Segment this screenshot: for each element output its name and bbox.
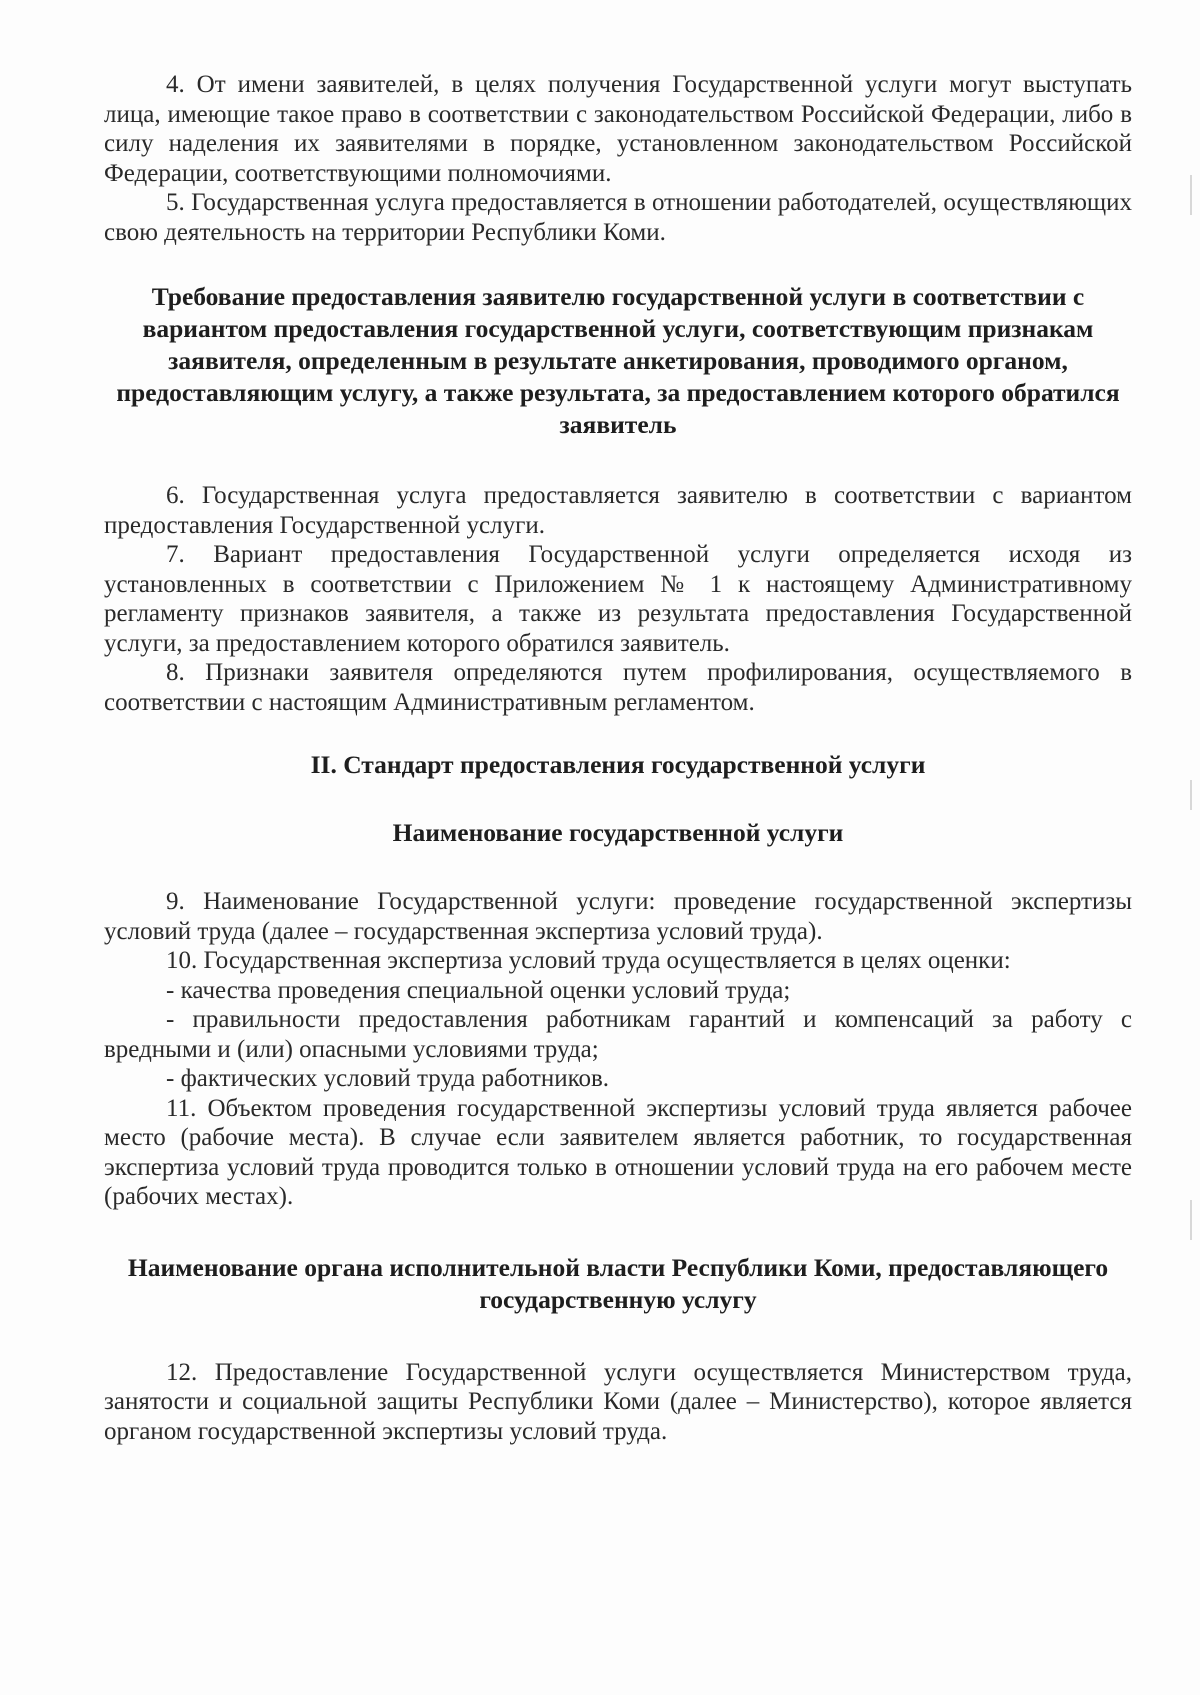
scan-edge-mark — [1190, 1200, 1192, 1240]
chapter-heading-standard: II. Стандарт предоставления государственной услуги — [310, 750, 926, 779]
scan-edge-mark — [1190, 175, 1192, 215]
paragraph-4: 4. От имени заявителей, в целях получения Государственной услуги могут выступать лица, имеющие такое право в соответствии с законодательством Российской Федерации, либо в силу наделения их заявителями в порядке, установленном законодательством Российской Федерации, соответствующими полномочиями. — [104, 71, 1132, 187]
paragraph-8: 8. Признаки заявителя определяются путем профилирования, осуществляемого в соответствии с настоящим Административным регламентом. — [104, 659, 1132, 716]
paragraph-10: 10. Государственная экспертиза условий труда осуществляется в целях оценки: — [166, 947, 1011, 974]
section-heading-requirement: Требование предоставления заявителю государственной услуги в соответствии с вариантом предоставления государственной услуги, соответствующим признакам заявителя, определенным в результате анкетирования, проводимого органом, предоставляющим услугу, а также результата, за предоставлением которого обратился заявитель — [116, 282, 1120, 439]
section-heading-service-name: Наименование государственной услуги — [392, 818, 844, 847]
paragraph-11: 11. Объектом проведения государственной экспертизы условий труда является рабочее место (рабочие места). В случае если заявителем является работник, то государственная экспертиза условий труда проводится только в отношении условий труда на его рабочем месте (рабочих местах). — [104, 1094, 1132, 1210]
list-item: - правильности предоставления работникам гарантий и компенсаций за работу с вредными и (или) опасными условиями труда; — [104, 1006, 1132, 1063]
section-heading-authority: Наименование органа исполнительной власти Республики Коми, предоставляющего государственную услугу — [127, 1252, 1109, 1314]
paragraph-12: 12. Предоставление Государственной услуги осуществляется Министерством труда, занятости и социальной защиты Республики Коми (далее – Министерство), которое является органом государственной экспертизы условий труда. — [104, 1358, 1132, 1445]
document-body — [104, 70, 1132, 1446]
paragraph-7: 7. Вариант предоставления Государственной услуги определяется исходя из установленных в соответствии с Приложением № 1 к настоящему Административному регламенту признаков заявителя, а также из результата предоставления Государственной услуги, за предоставлением которого обратился заявитель. — [104, 541, 1132, 657]
paragraph-9: 9. Наименование Государственной услуги: проведение государственной экспертизы условий труда (далее – государственная экспертиза условий труда). — [104, 888, 1132, 945]
paragraph-5: 5. Государственная услуга предоставляется в отношении работодателей, осуществляющих свою деятельность на территории Республики Коми. — [104, 189, 1132, 246]
list-item: - фактических условий труда работников. — [166, 1065, 610, 1092]
paragraph-6: 6. Государственная услуга предоставляется заявителю в соответствии с вариантом предоставления Государственной услуги. — [104, 482, 1132, 539]
scan-edge-mark — [1190, 780, 1192, 810]
list-item: - качества проведения специальной оценки условий труда; — [166, 976, 791, 1004]
